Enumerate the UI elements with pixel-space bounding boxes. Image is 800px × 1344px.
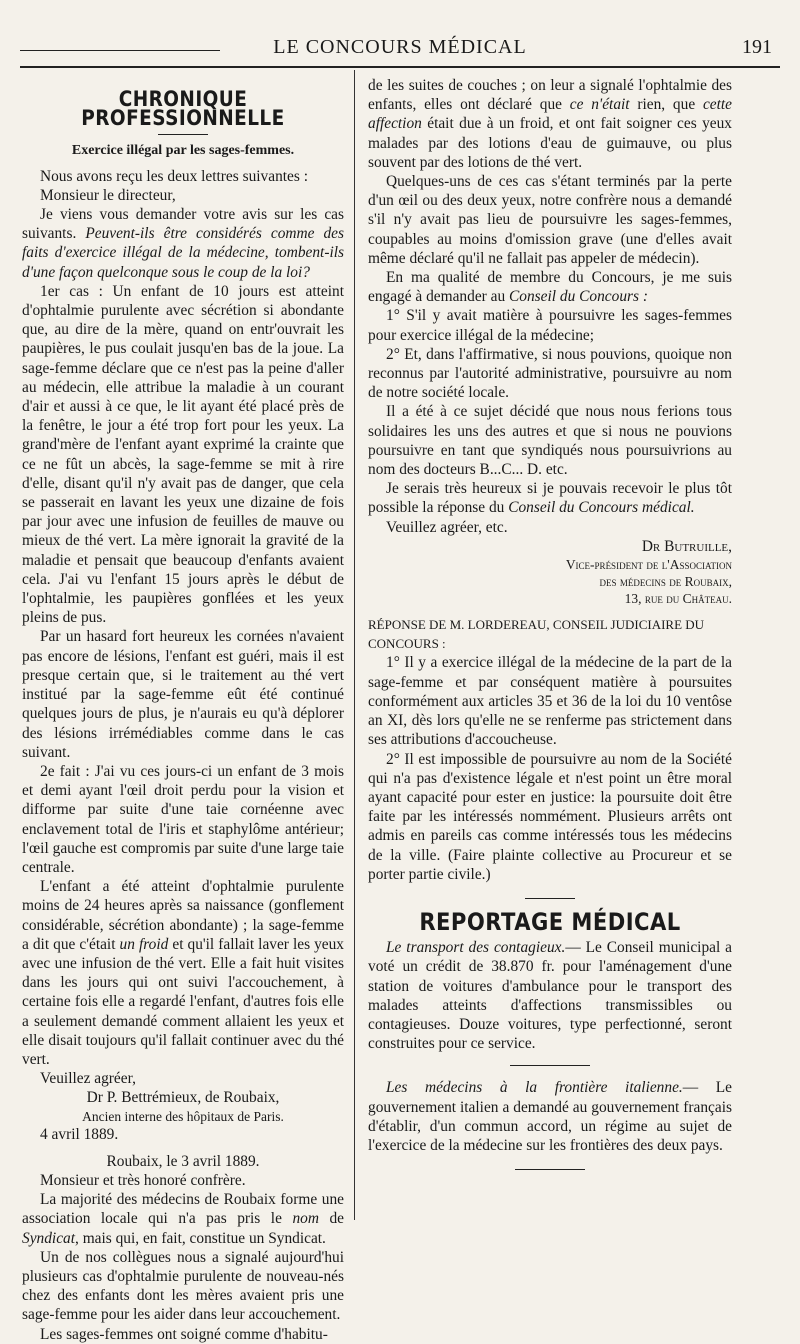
text-span: , mais qui, en fait, constitue un Syndicat. — [75, 1229, 326, 1247]
signature-2-line-1: Vice-président de l'Association — [565, 557, 732, 573]
section-rule — [525, 898, 575, 899]
place-date-2: Roubaix, le 3 avril 1889. — [106, 1152, 260, 1170]
text-span: En ma qualité de membre du Concours, je me suis engagé à demander au — [368, 269, 732, 306]
italic-span: un froid — [119, 935, 169, 953]
italic-span: Conseil du Concours médical. — [508, 499, 695, 517]
news-item-2 — [368, 1078, 732, 1155]
text-span: et qu'il fallait laver les yeux avec une infusion de thé vert. Elle a fait huit visites dans les jours qui ont suivi l'accouchement, à certaine fois elle a regardé l'enfant, d'autres fois elle a seulement demandé comment allaient les yeux et elle disait toujours qu'il fallait continuer avec du thé vert. — [22, 935, 345, 1068]
news-item-1 — [368, 938, 732, 1053]
item-rule — [510, 1065, 590, 1066]
letter1-para-4: 2e fait : J'ai vu ces jours-ci un enfant de 3 mois et demi ayant l'œil droit perdu pour la vision et difforme par suite d'une taie cornéenne avec enclavement total de l'iris et staphylôme antérieur; l'œil gauche est compromis par suite d'une large taie centrale. — [22, 762, 344, 876]
date-1: 4 avril 1889. — [40, 1125, 119, 1143]
italic-span: Peuvent-ils être considérés comme des faits d'exercice illégal de la médecine, tombent-ils d'une façon quelconque sous le coup de la loi? — [22, 225, 344, 281]
header-rule — [20, 66, 780, 68]
salutation-2: Monsieur et très honoré confrère. — [40, 1171, 246, 1189]
letter2-para-1 — [22, 1190, 344, 1248]
right-column — [368, 76, 732, 1184]
letter2-para-8: 2° Et, dans l'affirmative, si nous pouvions, quoique non reconnus par l'autorité administrative, poursuivre au nom de notre société locale. — [368, 345, 732, 402]
signature-2-name: Dr Butruille, — [641, 537, 732, 555]
signature-1-name: Dr P. Bettrémieux, de Roubaix, — [86, 1089, 280, 1107]
letter1-para-1 — [22, 205, 344, 282]
text-span: La majorité des médecins de Roubaix forme une association locale qui n'a pas pris le — [22, 1191, 344, 1228]
letter2-para-2: Un de nos collègues nous a signalé aujourd'hui plusieurs cas d'ophtalmie purulente de nouveau-nés chez des enfants dont les mères avaient pris une sage-femme pour les aider dans leur accouchement. — [22, 1248, 344, 1324]
text-span: Je viens vous demander votre avis sur les cas suivants. — [22, 206, 344, 243]
text-span: — Le gouvernement italien a demandé au gouvernement français d'établir, d'un commun accord, un régime au sujet de l'exercice de la médecine sur les frontières des deux pays. — [368, 1079, 732, 1154]
italic-span: Les médecins à la frontière italienne. — [386, 1079, 683, 1097]
running-header — [20, 36, 780, 64]
text-span: était due à un froid, et ont fait soigner ces yeux malades par des lotions d'eau de guimauve, ou plus souvent par des lotions de thé vert. — [368, 115, 732, 171]
text-span: rien, que — [629, 96, 703, 114]
signature-2-line-2: des médecins de Roubaix, — [599, 574, 732, 590]
italic-span: Le transport des contagieux. — [386, 939, 566, 957]
journal-title: LE CONCOURS MÉDICAL — [273, 36, 527, 58]
salutation-1: Monsieur le directeur, — [40, 186, 176, 204]
end-rule — [515, 1169, 585, 1170]
reply-para-1: 1° Il y a exercice illégal de la médecine de la part de la sage-femme et par conséquent matière à poursuites conformément aux articles 35 et 36 de la loi du 10 ventôse an XI, dès lors qu'elle ne se renferme pas strictement dans ses attributions d'accoucheuse. — [368, 654, 732, 749]
letter2-para-9: Il a été à ce sujet décidé que nous nous ferions tous solidaires les uns des autres et que si nous ne pouvions poursuivre en tant que syndiqués nous poursuivrions au nom des docteurs B...C... D. etc. — [368, 403, 732, 479]
text-span: de les suites de couches ; on leur a signalé l'ophtalmie des enfants, elles ont déclaré que — [368, 77, 732, 114]
intro-text: Nous avons reçu les deux lettres suivantes : — [40, 167, 308, 185]
section-rule — [158, 134, 208, 135]
closing-1: Veuillez agréer, — [40, 1070, 136, 1088]
column-divider — [354, 70, 355, 1220]
text-span: de — [318, 1210, 344, 1228]
closing-2: Veuillez agréer, etc. — [386, 518, 508, 536]
letter2-para-10 — [368, 479, 732, 517]
letter1-para-2: 1er cas : Un enfant de 10 jours est atteint d'ophtalmie purulente avec sécrétion si abondante que, au dire de la mère, quand on entr'ouvrait les paupières, le pus coulait jusqu'en bas de la joue. La sage-femme déclare que ce n'est pas la peine d'aller au médecin, elle attribue la maladie à un courant d'air et aussi à ce que, le lit ayant été placé près de la fenêtre, le jour a été trop fort pour les yeux. La grand'mère de l'enfant ayant exprimé la crainte que ce ne fût un abcès, la sage-femme se mit à rire d'elle, disant qu'il n'y avait pas de danger, que cela se passerait en lavant les yeux une dizaine de fois par jour avec une infusion de feuilles de mauve ou mieux de thé vert. La mère ignorait la gravité de la maladie et pensait que beaucoup d'enfants avaient cela. J'ai vu l'enfant 15 jours après le début de l'ophtalmie, les paupières gonflées et les yeux pleins de pus. — [22, 282, 344, 627]
letter1-para-5 — [22, 877, 344, 1069]
letter1-para-3: Par un hasard fort heureux les cornées n'avaient pas encore de lésions, l'enfant est guéri, mais il est presque certain que, si le traitement au thé vert institué par la sage-femme eût été continué quelques jours de plus, je n'aurais eu qu'à déplorer des lésions irrémédiables comme dans le cas suivant. — [22, 628, 344, 761]
signature-2-line-3: 13, rue du Château. — [624, 591, 732, 607]
italic-span: nom — [292, 1210, 319, 1228]
text-span: Je serais très heureux si je pouvais recevoir le plus tôt possible la réponse du — [368, 480, 732, 517]
letter2-para-6 — [368, 268, 732, 306]
italic-span: Syndicat — [22, 1229, 75, 1247]
section-title-chronique: CHRONIQUE PROFESSIONNELLE — [81, 87, 285, 131]
page-number: 191 — [742, 36, 772, 58]
signature-1-title: Ancien interne des hôpitaux de Paris. — [82, 1108, 284, 1124]
letter2-para-7: 1° S'il y avait matière à poursuivre les sages-femmes pour exercice illégal de la médecine; — [368, 307, 732, 344]
text-span: — Le Conseil municipal a voté un crédit de 38.870 fr. pour l'aménagement d'une station de voitures d'ambulance pour le transport des malades atteints d'affections transmissibles ou contagieuses. Douze voitures, type perfectionné, seront construites pour ce service. — [368, 939, 733, 1053]
letter2-para-5: Quelques-uns de ces cas s'étant terminés par la perte d'un œil ou des deux yeux, notre confrère nous a demandé s'il n'y avait pas lieu de poursuivre les sages-femmes, coupables au moins d'omission grave (une d'elles avait même déclaré qu'il ne fallait pas appeler de médecin). — [368, 173, 732, 267]
italic-span: cette affection — [368, 96, 732, 133]
letter2-para-4 — [368, 76, 732, 172]
section-title-reportage: REPORTAGE MÉDICAL — [419, 907, 681, 936]
text-span: L'enfant a été atteint d'ophtalmie purulente moins de 24 heures après sa naissance (gonflement considérable, sécrétion abondante) ; la sage-femme a dit que c'était — [22, 878, 344, 953]
italic-span: Conseil du Concours : — [509, 288, 648, 306]
reply-heading: RÉPONSE DE M. LORDEREAU, CONSEIL JUDICIAIRE DU CONCOURS : — [368, 617, 705, 652]
letter2-para-3: Les sages-femmes ont soigné comme d'habitu- — [40, 1325, 328, 1343]
reply-para-2: 2° Il est impossible de poursuivre au nom de la Société qui n'a pas d'existence légale et n'est point un être moral ayant capacité pour ester en justice: la poursuite doit être faite par les intéressés nommément. Plusieurs arrêts ont admis en pareils cas comme intéressés tous les médecins de la ville. (Faire plainte collective au Procureur et se porter partie civile.) — [368, 750, 732, 883]
left-column — [22, 76, 344, 1344]
italic-span: ce n'était — [569, 96, 630, 114]
article-subtitle: Exercice illégal par les sages-femmes. — [71, 143, 295, 159]
